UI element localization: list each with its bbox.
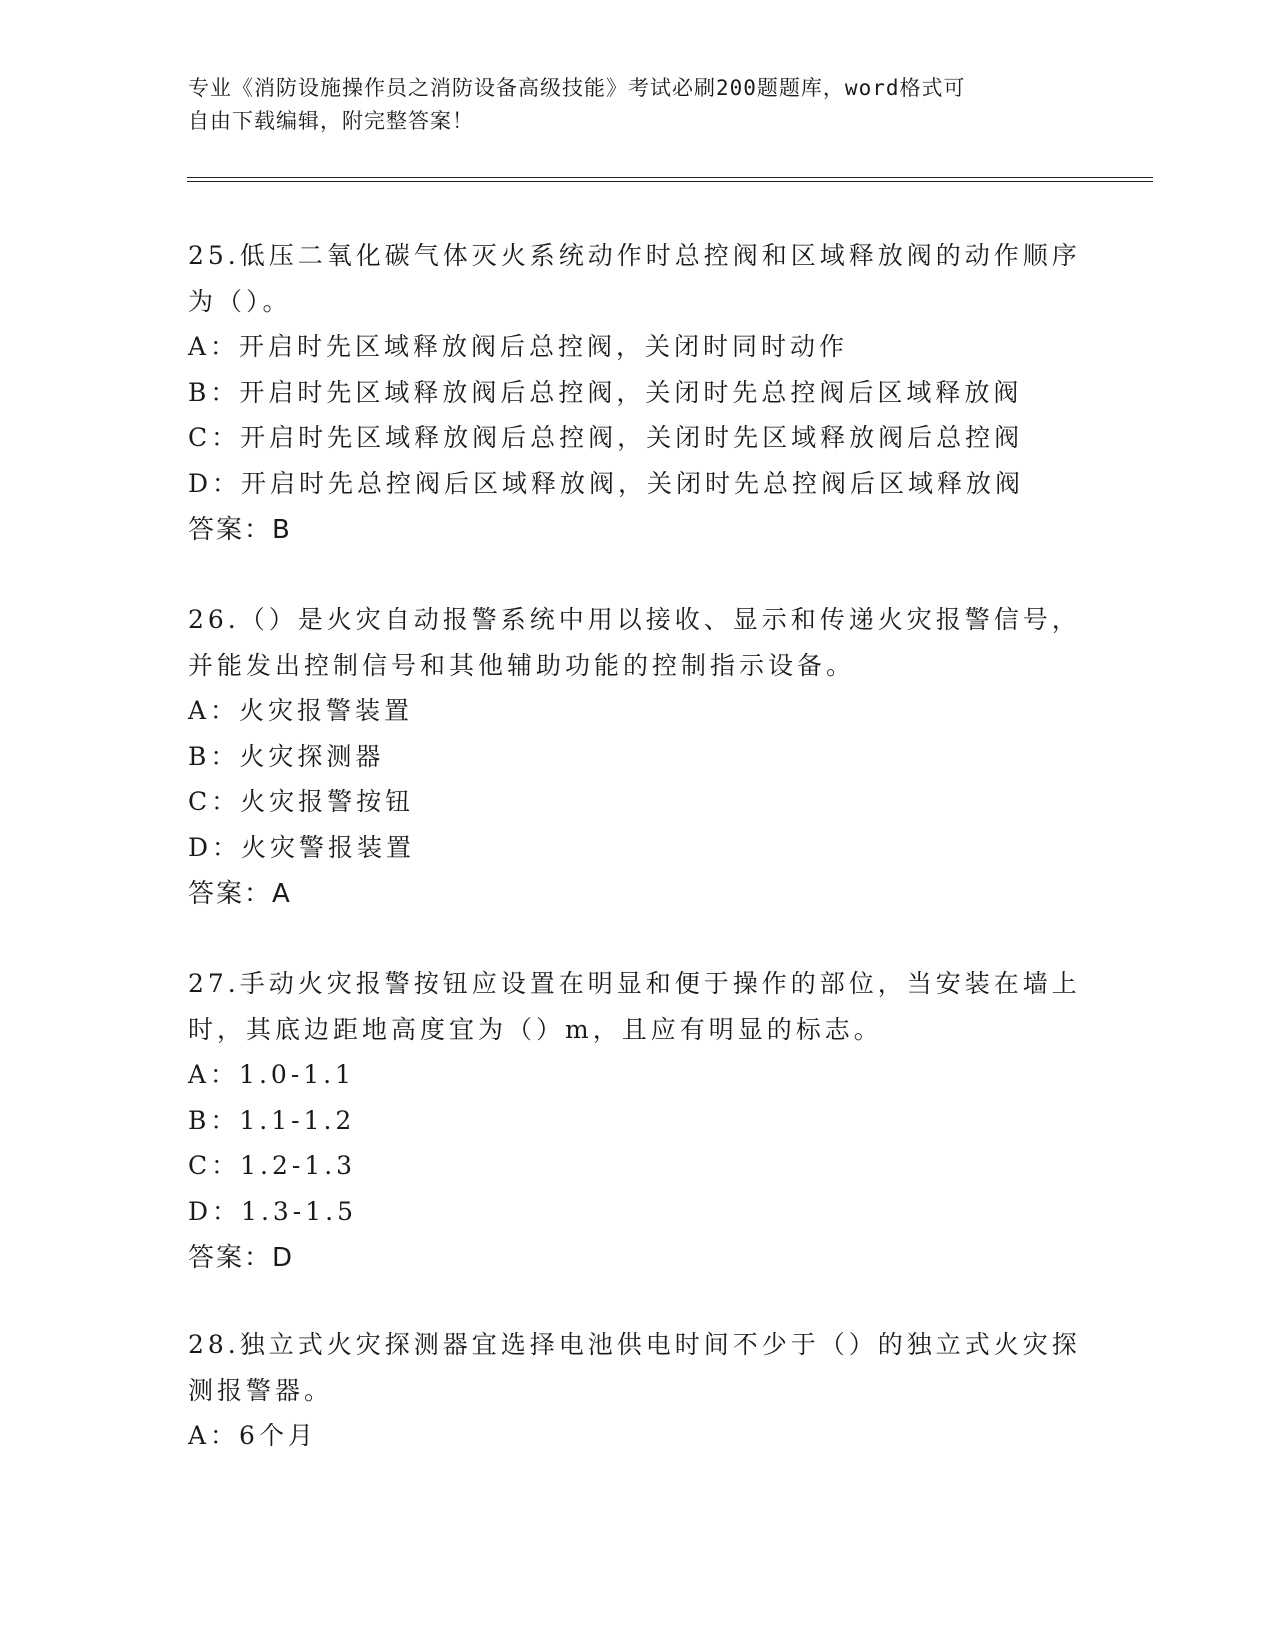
option-c: C：开启时先区域释放阀后总控阀，关闭时先区域释放阀后总控阀: [188, 423, 1024, 452]
question-stem-line: 测报警器。: [188, 1375, 334, 1405]
option-c: C：火灾报警按钮: [188, 787, 415, 816]
option-a: A：开启时先区域释放阀后总控阀，关闭时同时动作: [188, 332, 849, 361]
question-27: [188, 961, 1088, 1282]
question-stem: [188, 597, 1088, 688]
question-26: [188, 597, 1088, 918]
option-a: A：火灾报警装置: [188, 696, 414, 725]
option-c: C：1.2-1.3: [188, 1151, 357, 1180]
option-a: A：1.0-1.1: [188, 1060, 356, 1089]
header-title-line-1: 专业《消防设施操作员之消防设备高级技能》考试必刷200题题库，word格式可: [188, 76, 966, 100]
question-stem-line: 26.（）是火灾自动报警系统中用以接收、显示和传递火灾报警信号，: [188, 605, 1081, 634]
option-b: B：火灾探测器: [188, 741, 385, 771]
header-divider-top: [187, 177, 1153, 178]
question-stem: [188, 233, 1088, 324]
option-d: D：1.3-1.5: [188, 1196, 358, 1226]
question-stem: [188, 961, 1088, 1052]
answer-label: 答案：A: [188, 879, 292, 909]
option-b: B：开启时先区域释放阀后总控阀，关闭时先总控阀后区域释放阀: [188, 377, 1023, 407]
option-b: B：1.1-1.2: [188, 1105, 356, 1135]
option-d: D：火灾警报装置: [188, 832, 416, 862]
question-stem-line: 27.手动火灾报警按钮应设置在明显和便于操作的部位，当安装在墙上: [188, 969, 1081, 998]
question-stem-line: 并能发出控制信号和其他辅助功能的控制指示设备。: [188, 650, 856, 680]
answer-label: 答案：B: [188, 515, 292, 545]
question-stem-line: 为（）。: [188, 286, 292, 316]
question-stem: [188, 1322, 1088, 1413]
question-stem-line: 28.独立式火灾探测器宜选择电池供电时间不少于（）的独立式火灾探: [188, 1330, 1081, 1359]
header-divider-bottom: [187, 181, 1153, 182]
option-d: D：开启时先总控阀后区域释放阀，关闭时先总控阀后区域释放阀: [188, 468, 1025, 498]
header-title-line-2: 自由下载编辑，附完整答案！: [188, 109, 474, 133]
answer-label: 答案：D: [188, 1243, 295, 1273]
question-28: [188, 1322, 1088, 1459]
question-stem-line: 时，其底边距地高度宜为（）m，且应有明显的标志。: [188, 1014, 883, 1044]
question-25: [188, 233, 1088, 554]
question-stem-line: 25.低压二氧化碳气体灭火系统动作时总控阀和区域释放阀的动作顺序: [188, 241, 1081, 270]
option-a: A：6个月: [188, 1421, 317, 1450]
document-header: [188, 72, 1068, 138]
